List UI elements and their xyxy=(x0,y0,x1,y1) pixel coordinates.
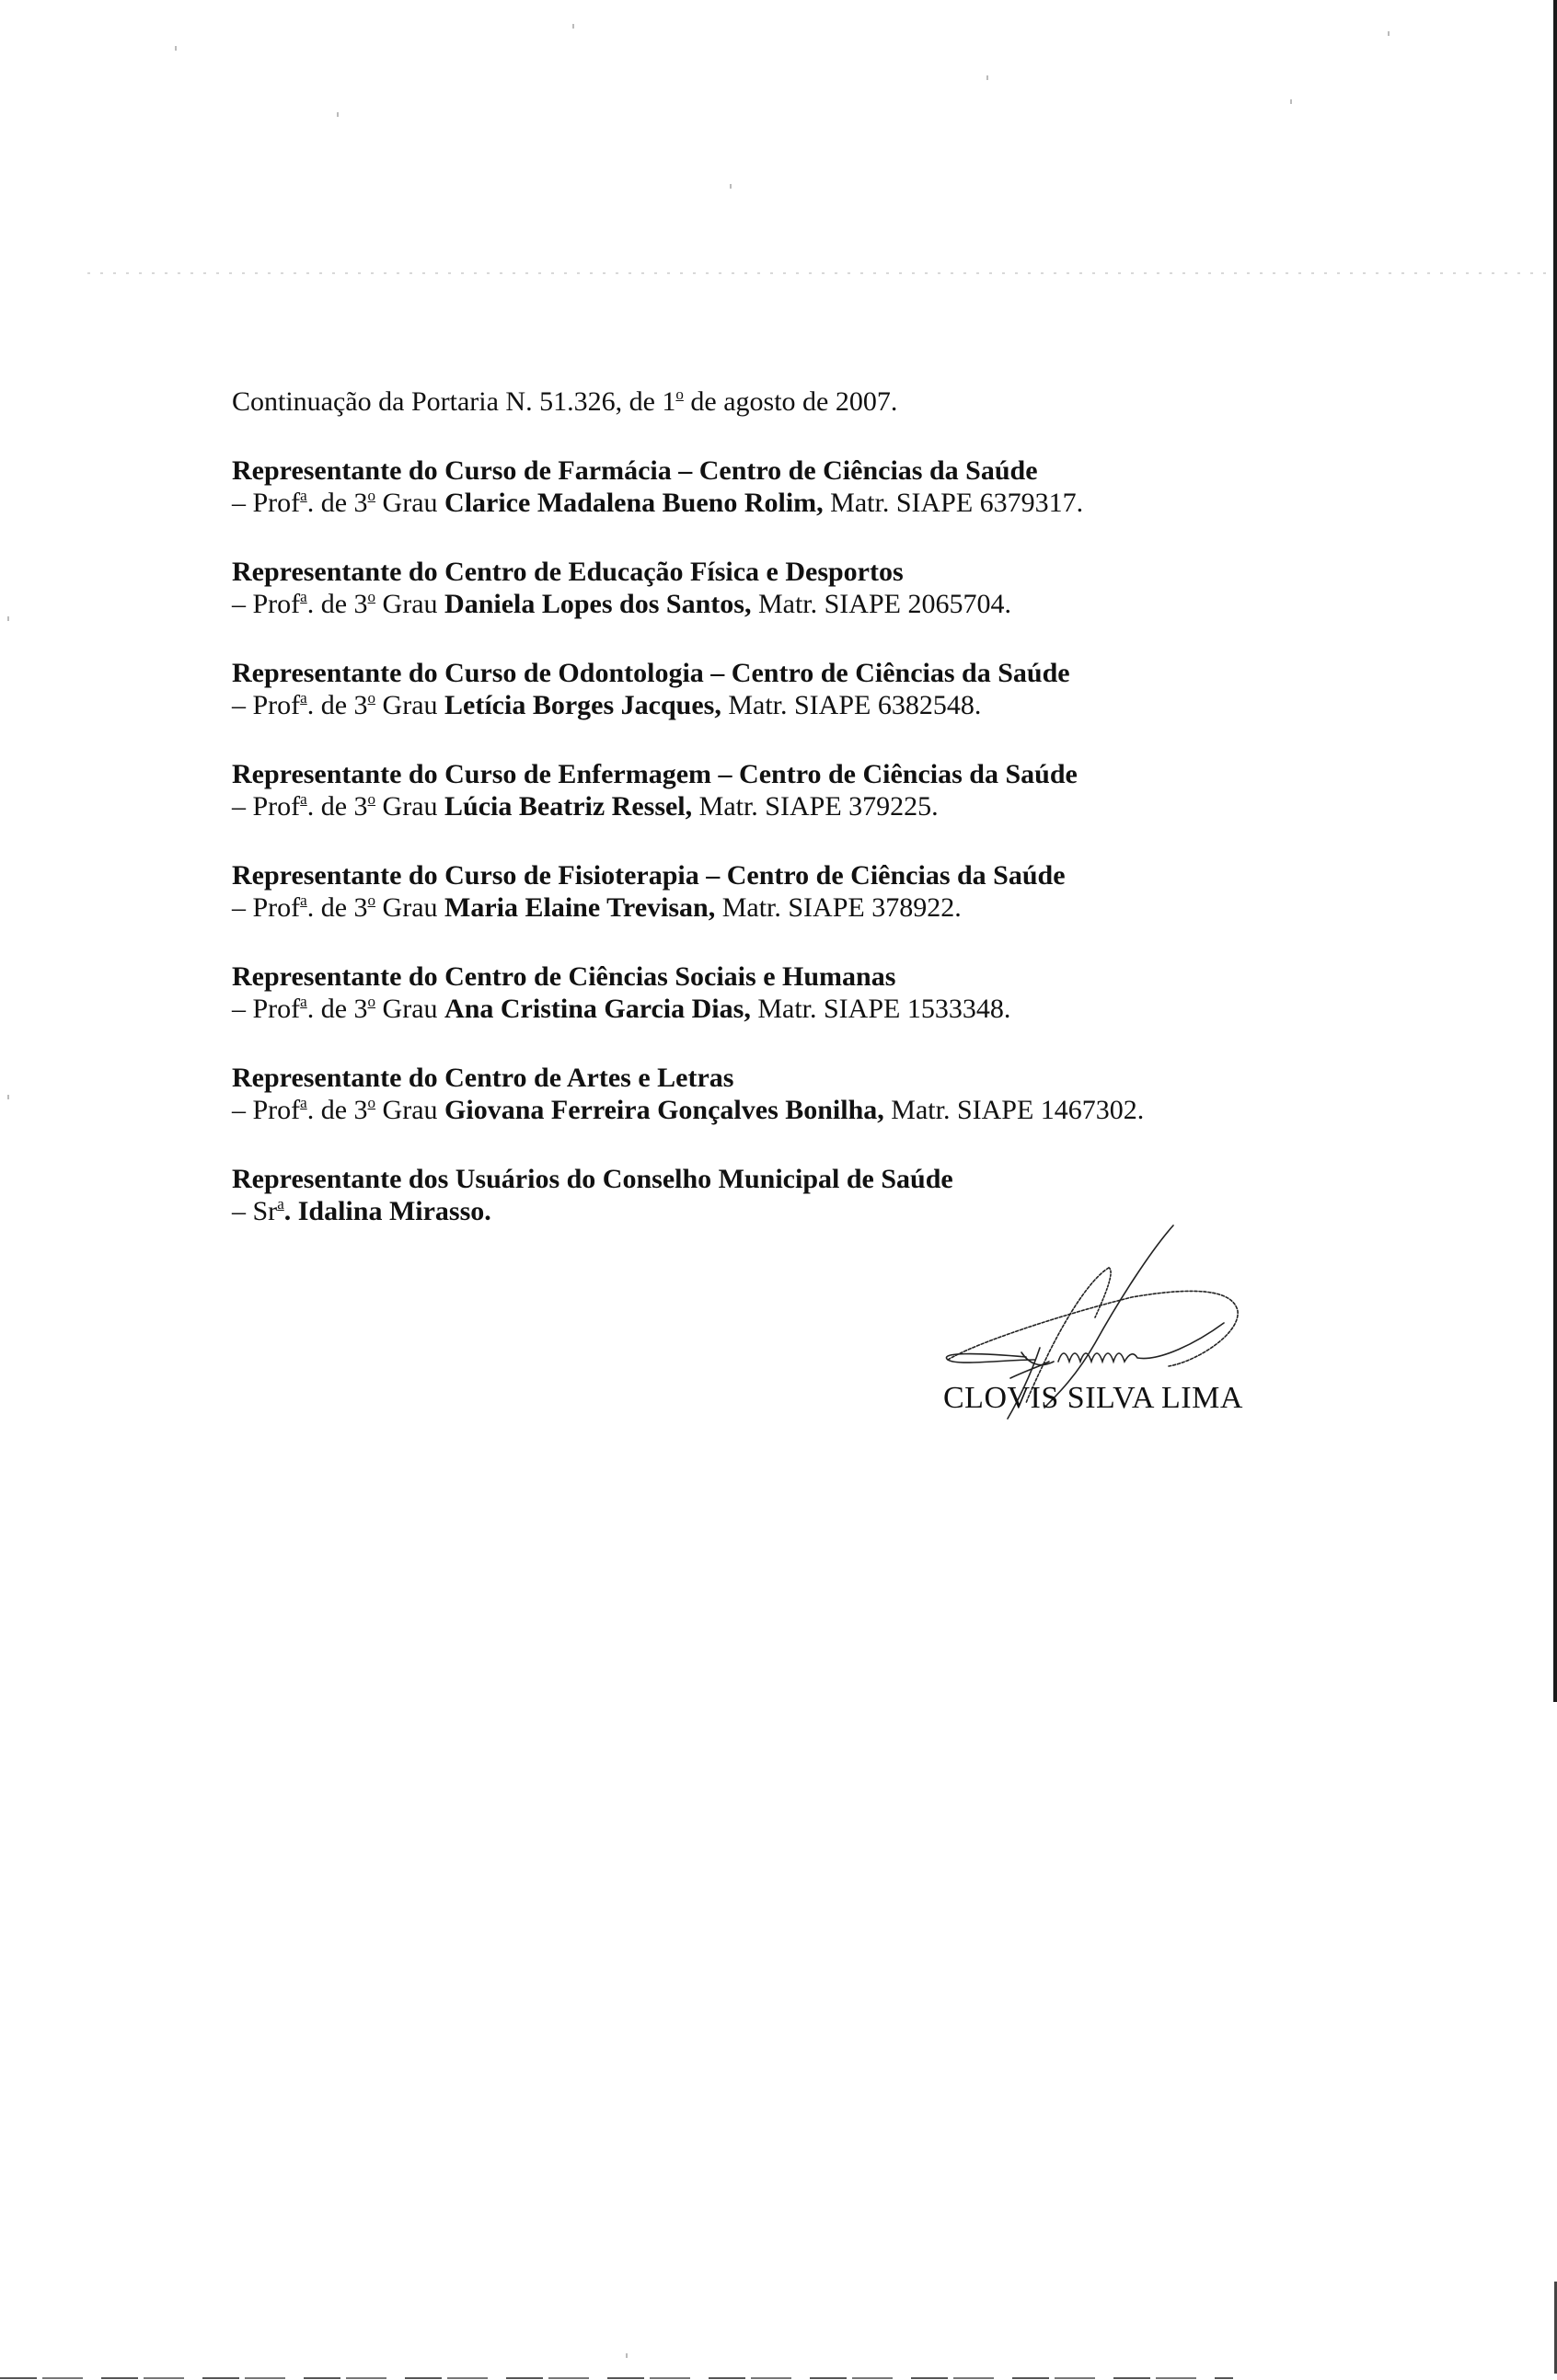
document-body xyxy=(232,385,1336,1264)
ordinal-mark: a xyxy=(300,588,307,605)
ordinal-mark: o xyxy=(367,993,376,1010)
grade-label: Grau xyxy=(375,791,445,822)
title-prefix: – Sr xyxy=(232,1196,278,1226)
scanner-speck xyxy=(1388,31,1390,36)
scanner-edge-right xyxy=(1553,0,1557,1702)
ordinal-mark: a xyxy=(300,689,307,707)
representative-member xyxy=(232,689,1336,721)
grade-text: . de 3 xyxy=(306,994,368,1024)
member-name: Daniela Lopes dos Santos, xyxy=(444,589,752,619)
ordinal-mark: o xyxy=(675,385,684,403)
representative-member xyxy=(232,891,1336,924)
scanner-speck xyxy=(175,46,177,51)
ordinal-mark: o xyxy=(367,1094,376,1111)
siape-registration: Matr. SIAPE 6379317. xyxy=(823,488,1084,518)
ordinal-mark: o xyxy=(367,891,376,909)
representative-member xyxy=(232,993,1336,1025)
scanner-speck xyxy=(7,616,9,621)
representative-member xyxy=(232,790,1336,822)
member-name: Ana Cristina Garcia Dias, xyxy=(444,994,751,1024)
siape-registration: Matr. SIAPE 2065704. xyxy=(751,589,1011,619)
grade-label: Grau xyxy=(375,690,445,720)
scanner-speck xyxy=(1290,99,1292,104)
ordinal-mark: a xyxy=(300,487,307,504)
representative-block xyxy=(232,859,1336,924)
representative-heading: Representante do Curso de Odontologia – Centro de Ciências da Saúde xyxy=(232,658,1070,688)
scanner-speck xyxy=(337,112,339,117)
representative-block xyxy=(232,1062,1336,1126)
ordinal-mark: a xyxy=(277,1195,284,1213)
grade-text: . de 3 xyxy=(306,892,368,923)
ordinance-continuation-line xyxy=(232,385,1336,419)
member-name: Maria Elaine Trevisan, xyxy=(444,892,716,923)
title-prefix: – Prof xyxy=(232,488,301,518)
title-prefix: – Prof xyxy=(232,994,301,1024)
intro-date-text: de agosto de 2007. xyxy=(683,386,898,417)
scanner-speck xyxy=(730,184,732,189)
title-prefix: – Prof xyxy=(232,690,301,720)
representative-member xyxy=(232,487,1336,519)
signatory-name: CLOVIS SILVA LIMA xyxy=(943,1381,1243,1415)
representative-heading: Representante do Centro de Ciências Sociais e Humanas xyxy=(232,961,896,992)
siape-registration: Matr. SIAPE 1533348. xyxy=(750,994,1011,1024)
grade-label: Grau xyxy=(375,488,445,518)
member-name: Giovana Ferreira Gonçalves Bonilha, xyxy=(444,1095,884,1125)
title-prefix: – Prof xyxy=(232,791,301,822)
representative-block xyxy=(232,960,1336,1025)
ordinal-mark: o xyxy=(367,588,376,605)
scanner-speck xyxy=(7,1095,9,1099)
signature-block xyxy=(920,1214,1307,1435)
grade-text: . de 3 xyxy=(306,488,368,518)
ordinal-mark: a xyxy=(300,1094,307,1111)
member-name: . Idalina Mirasso. xyxy=(283,1196,491,1226)
grade-text: . de 3 xyxy=(306,1095,368,1125)
representative-heading: Representante do Centro de Artes e Letras xyxy=(232,1063,734,1093)
grade-label: Grau xyxy=(375,589,445,619)
representative-block xyxy=(232,758,1336,822)
scanner-speck xyxy=(986,75,988,80)
representative-heading: Representante do Curso de Enfermagem – Centro de Ciências da Saúde xyxy=(232,759,1078,789)
ordinal-mark: o xyxy=(367,487,376,504)
representative-heading: Representante do Curso de Farmácia – Centro de Ciências da Saúde xyxy=(232,455,1038,486)
scanner-artifact-bottom xyxy=(0,2377,1233,2379)
representative-member xyxy=(232,1094,1336,1126)
ordinal-mark: a xyxy=(300,790,307,808)
intro-text: Continuação da Portaria N. 51.326, de 1 xyxy=(232,386,676,417)
grade-label: Grau xyxy=(375,1095,445,1125)
grade-text: . de 3 xyxy=(306,690,368,720)
representative-heading: Representante do Curso de Fisioterapia – Centro de Ciências da Saúde xyxy=(232,860,1066,891)
representative-heading: Representante dos Usuários do Conselho Municipal de Saúde xyxy=(232,1164,953,1194)
title-prefix: – Prof xyxy=(232,892,301,923)
siape-registration: Matr. SIAPE 6382548. xyxy=(721,690,982,720)
representative-member xyxy=(232,588,1336,620)
member-name: Letícia Borges Jacques, xyxy=(444,690,721,720)
member-name: Clarice Madalena Bueno Rolim, xyxy=(444,488,824,518)
representative-block xyxy=(232,454,1336,519)
scanner-speck xyxy=(572,24,574,29)
title-prefix: – Prof xyxy=(232,589,301,619)
siape-registration: Matr. SIAPE 1467302. xyxy=(883,1095,1145,1125)
representatives-list xyxy=(232,454,1336,1126)
grade-label: Grau xyxy=(375,892,445,923)
siape-registration: Matr. SIAPE 379225. xyxy=(692,791,939,822)
scanner-speck xyxy=(626,2353,628,2358)
title-prefix: – Prof xyxy=(232,1095,301,1125)
grade-label: Grau xyxy=(375,994,445,1024)
scanner-artifact-top xyxy=(87,272,1551,274)
member-name: Lúcia Beatriz Ressel, xyxy=(444,791,693,822)
ordinal-mark: a xyxy=(300,993,307,1010)
ordinal-mark: o xyxy=(367,790,376,808)
representative-block xyxy=(232,556,1336,620)
representative-heading: Representante do Centro de Educação Física e Desportos xyxy=(232,557,904,587)
ordinal-mark: o xyxy=(367,689,376,707)
ordinal-mark: a xyxy=(300,891,307,909)
grade-text: . de 3 xyxy=(306,791,368,822)
siape-registration: Matr. SIAPE 378922. xyxy=(715,892,962,923)
representative-block xyxy=(232,657,1336,721)
grade-text: . de 3 xyxy=(306,589,368,619)
